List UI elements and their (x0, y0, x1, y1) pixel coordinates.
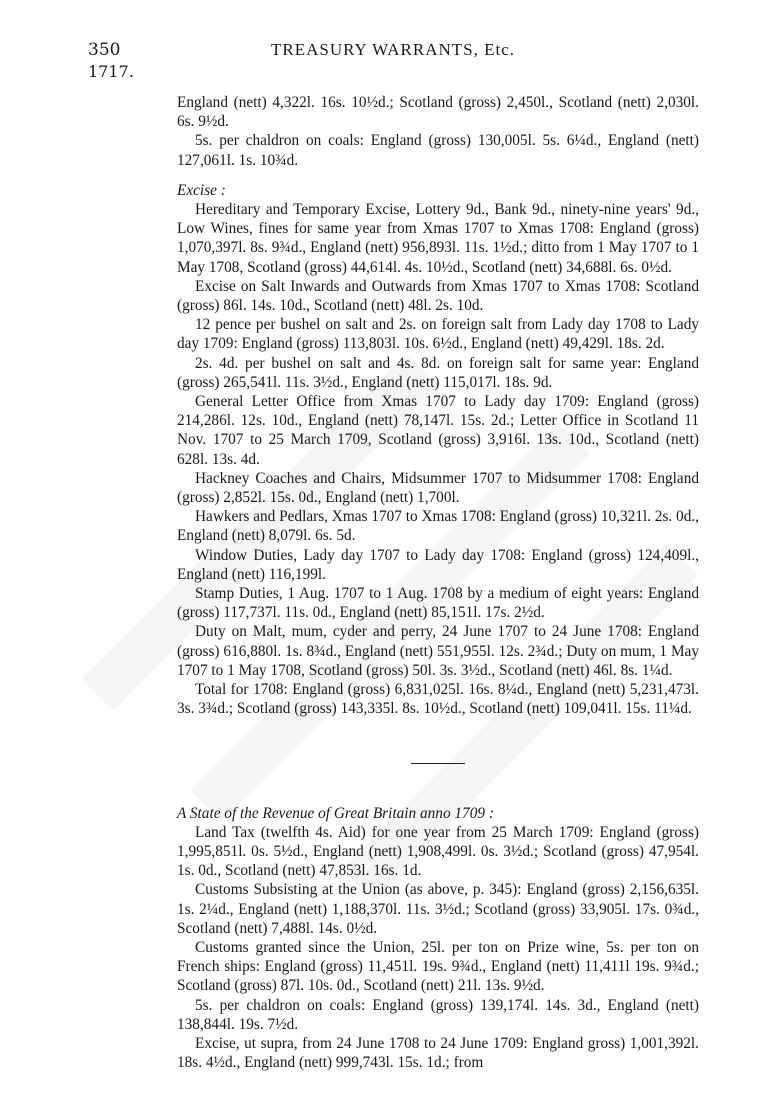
paragraph: England (nett) 4,322l. 16s. 10½d.; Scotland (gross) 2,450l., Scotland (nett) 2,030l. 6s. 9½d. (177, 94, 699, 131)
paragraph: Hackney Coaches and Chairs, Midsummer 1707 to Midsummer 1708: England (gross) 2,852l. 15s. 0d., England (nett) 1,700l. (177, 469, 699, 507)
paragraph: Window Duties, Lady day 1707 to Lady day 1708: England (gross) 124,409l., England (nett) 116,199l. (177, 546, 699, 583)
running-title: TREASURY WARRANTS, Etc. (270, 40, 516, 59)
margin-year: 1717. (88, 62, 134, 81)
page-header (88, 40, 698, 62)
paragraph: Land Tax (twelfth 4s. Aid) for one year from 25 March 1709: England (gross) 1,995,851l. 0s. 5½d., England (nett) 1,908,499l. 0s. 3½d.; Scotland (gross) 47,954l. 1s. 0d., Scotland (nett) 47,853l. 16s. 1d. (177, 823, 699, 880)
paragraph: Customs Subsisting at the Union (as above, p. 345): England (gross) 2,156,635l. 1s. 2¼d., England (nett) 1,188,370l. 11s. 3½d.; Scotland (gross) 33,905l. 17s. 0¾d., Scotland (nett) 7,488l. 14s. 0½d. (177, 881, 699, 937)
paragraph: 5s. per chaldron on coals: England (gross) 130,005l. 5s. 6¼d., England (nett) 127,061l. 1s. 10¾d. (177, 132, 699, 169)
paragraph: General Letter Office from Xmas 1707 to Lady day 1709: England (gross) 214,286l. 12s. 10d., England (nett) 78,147l. 15s. 2d.; Letter Office in Scotland 11 Nov. 1707 to 25 March 1709, Scotland (gross) 3,916l. 13s. 10d., Scotland (nett) 628l. 13s. 4d. (177, 393, 699, 468)
paragraph: Hereditary and Temporary Excise, Lottery 9d., Bank 9d., ninety-nine years' 9d., Low Wines, fines for same year from Xmas 1707 to Xmas 1708: England (gross) 1,070,397l. 8s. 9¾d., England (nett) 956,893l. 11s. 1½d.; ditto from 1 May 1707 to 1 May 1708, Scotland (gross) 44,614l. 4s. 10½d., Scotland (nett) 34,688l. 6s. 0½d. (177, 201, 699, 276)
paragraph: Hawkers and Pedlars, Xmas 1707 to Xmas 1708: England (gross) 10,321l. 2s. 0d., England (nett) 8,079l. 6s. 5d. (177, 508, 699, 545)
paragraph: 12 pence per bushel on salt and 2s. on foreign salt from Lady day 1708 to Lady day 1709: England (gross) 113,803l. 10s. 6½d., England (nett) 49,429l. 18s. 2d. (177, 316, 699, 353)
section-divider (411, 763, 465, 764)
paragraph: 2s. 4d. per bushel on salt and 4s. 8d. on foreign salt for same year: England (gross) 265,541l. 11s. 3½d., England (nett) 115,017l. 18s. 9d. (177, 354, 699, 391)
paragraph: Customs granted since the Union, 25l. per ton on Prize wine, 5s. per ton on French ships: England (gross) 11,451l. 19s. 9¾d., England (nett) 11,411l 19s. 9¾d.; Scotland (gross) 87l. 10s. 0d., Scotland (nett) 21l. 13s. 9½d. (177, 938, 699, 995)
section-heading-excise: Excise : (177, 181, 226, 199)
page-number: 350 (88, 40, 121, 60)
paragraph-total: Total for 1708: England (gross) 6,831,025l. 16s. 8¼d., England (nett) 5,231,473l. 3s. 3¾d.; Scotland (gross) 143,335l. 8s. 10½d., Scotland (nett) 109,041l. 15s. 11¼d. (177, 681, 699, 718)
paragraph: Excise, ut supra, from 24 June 1708 to 24 June 1709: England gross) 1,001,392l. 18s. 4½d., England (nett) 999,743l. 15s. 1d.; from (177, 1034, 699, 1072)
paragraph: Excise on Salt Inwards and Outwards from Xmas 1707 to Xmas 1708: Scotland (gross) 86l. 14s. 10d., Scotland (nett) 48l. 2s. 10d. (177, 277, 699, 315)
paragraph: 5s. per chaldron on coals: England (gross) 139,174l. 14s. 3d., England (nett) 138,844l. 19s. 7½d. (177, 996, 699, 1033)
paragraph: Stamp Duties, 1 Aug. 1707 to 1 Aug. 1708 by a medium of eight years: England (gross) 117,737l. 11s. 0d., England (nett) 85,151l. 17s. 2½d. (177, 585, 699, 622)
page-body (177, 93, 699, 1072)
section-heading-state: A State of the Revenue of Great Britain anno 1709 : (177, 804, 494, 822)
paragraph: Duty on Malt, mum, cyder and perry, 24 June 1707 to 24 June 1708: England (gross) 616,880l. 1s. 8¾d., England (nett) 551,955l. 12s. 2¾d.; Duty on mum, 1 May 1707 to 1 May 1708, Scotland (gross) 50l. 3s. 3½d., Scotland (nett) 46l. 8s. 1¼d. (177, 623, 699, 679)
